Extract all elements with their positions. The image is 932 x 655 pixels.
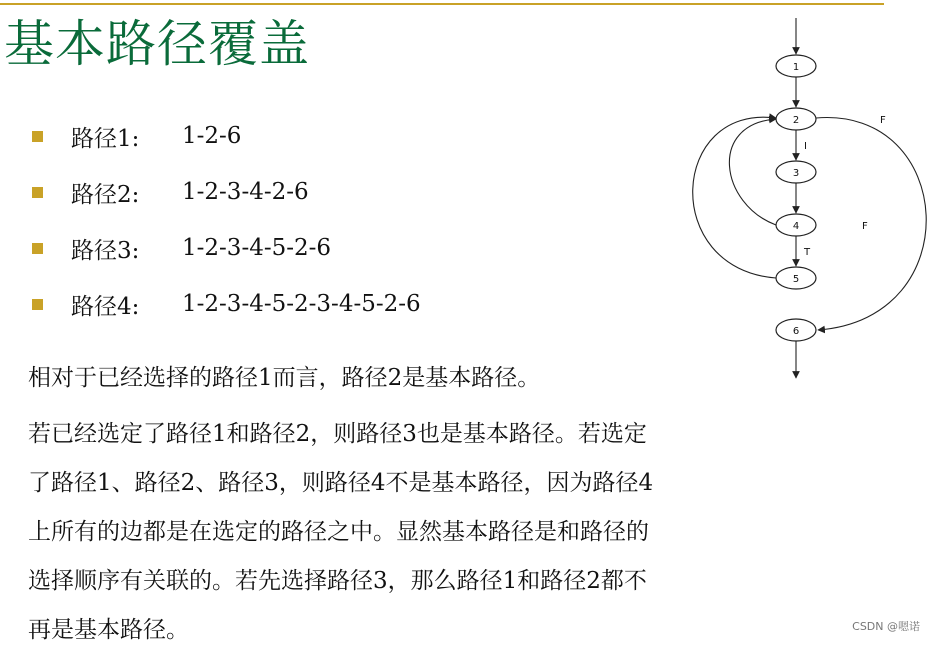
path-item <box>30 220 421 276</box>
node-label: 5 <box>792 274 800 285</box>
graph-node <box>776 267 816 289</box>
path-label: 路径3: <box>71 237 140 264</box>
node-label: 1 <box>792 62 800 73</box>
paragraph-2 <box>28 410 653 655</box>
node-label: 2 <box>792 115 800 126</box>
path-value: 1-2-3-4-5-2-6 <box>182 235 332 261</box>
paragraph-2-line: 再是基本路径。 <box>28 617 189 643</box>
bullet-icon <box>32 187 43 198</box>
graph-node <box>776 319 816 341</box>
graph-node <box>776 108 816 130</box>
edge-2-6 <box>816 118 926 330</box>
slide-title: 基本路径覆盖 <box>4 15 310 73</box>
paragraph-2-line: 上所有的边都是在选定的路径之中。显然基本路径是和路径的 <box>28 519 649 545</box>
control-flow-graph <box>680 14 930 384</box>
edge-4-2 <box>729 119 776 225</box>
edge-label: F <box>880 115 886 126</box>
edge-label: T <box>804 247 811 258</box>
path-value: 1-2-3-4-2-6 <box>182 179 309 205</box>
path-list <box>30 108 421 332</box>
path-value: 1-2-3-4-5-2-3-4-5-2-6 <box>182 291 421 317</box>
paragraph-2-line: 了路径1、路径2、路径3，则路径4不是基本路径，因为路径4 <box>28 470 654 496</box>
graph-node <box>776 55 816 77</box>
node-label: 6 <box>792 326 800 337</box>
edge-label: F <box>862 221 868 232</box>
path-item <box>30 276 421 332</box>
path-label: 路径4: <box>71 293 140 320</box>
graph-node <box>776 161 816 183</box>
bullet-icon <box>32 243 43 254</box>
path-item <box>30 108 421 164</box>
graph-node <box>776 214 816 236</box>
node-label: 3 <box>792 168 800 179</box>
bullet-icon <box>32 299 43 310</box>
paragraph-1: 相对于已经选择的路径1而言，路径2是基本路径。 <box>28 365 541 391</box>
bullet-icon <box>32 131 43 142</box>
path-label: 路径2: <box>71 181 140 208</box>
node-label: 4 <box>792 221 800 232</box>
path-item <box>30 164 421 220</box>
watermark: CSDN @嗯诺 <box>852 620 920 633</box>
edge-label: I <box>804 141 807 152</box>
paragraph-2-line: 若已经选定了路径1和路径2，则路径3也是基本路径。若选定 <box>28 421 647 447</box>
top-rule <box>0 3 884 5</box>
paragraph-2-line: 选择顺序有关联的。若先选择路径3，那么路径1和路径2都不 <box>28 568 647 594</box>
path-label: 路径1: <box>71 125 140 152</box>
path-value: 1-2-6 <box>182 123 242 149</box>
